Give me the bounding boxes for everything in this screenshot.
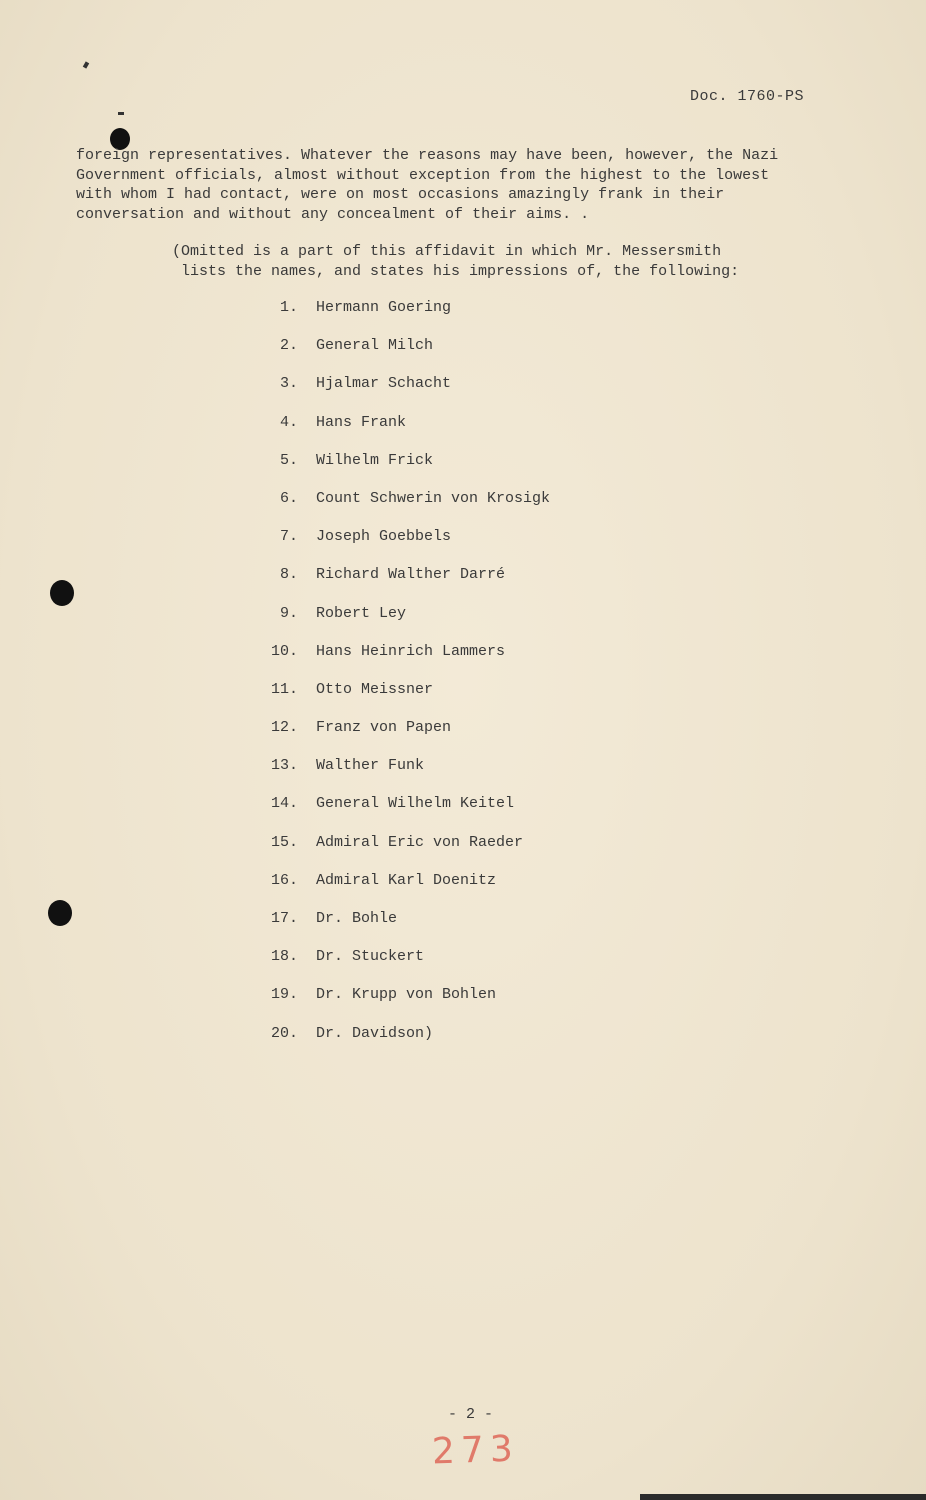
list-item-number: 17. — [270, 910, 298, 927]
page-bottom-edge — [640, 1494, 926, 1500]
list-item — [250, 374, 550, 412]
list-item — [250, 336, 550, 374]
list-item-name: Dr. Bohle — [316, 910, 398, 927]
list-item — [250, 985, 550, 1023]
list-item-number: 1. — [279, 299, 298, 316]
list-item-name: Walther Funk — [316, 757, 425, 775]
ink-speck — [83, 61, 89, 68]
list-item-name: General Wilhelm Keitel — [316, 795, 515, 813]
page-number: - 2 - — [448, 1406, 494, 1423]
list-item-number: 8. — [279, 566, 298, 584]
list-item — [250, 680, 550, 718]
paragraph-line: Government officials, almost without exception from the highest to the lowest — [76, 166, 770, 184]
omission-note — [172, 242, 739, 282]
list-item-number: 15. — [270, 833, 298, 851]
list-item — [250, 298, 550, 336]
list-item — [250, 565, 550, 603]
list-item-name: Hans Frank — [316, 413, 407, 431]
list-item-name: Admiral Eric von Raeder — [316, 833, 524, 851]
list-item-name: Wilhelm Frick — [316, 451, 434, 469]
list-item-number: 2. — [279, 337, 298, 355]
document-reference: Doc. 1760-PS — [690, 88, 805, 105]
list-item-name: Hjalmar Schacht — [316, 375, 452, 393]
handwritten-page-stamp: 273 — [431, 1428, 520, 1473]
ink-speck — [118, 112, 124, 115]
list-item — [250, 413, 550, 451]
names-list — [250, 298, 550, 1062]
paragraph-line: foreign representatives. Whatever the reasons may have been, however, the Nazi — [76, 147, 779, 164]
list-item — [250, 718, 550, 756]
punch-hole-middle — [50, 580, 74, 606]
list-item — [250, 604, 550, 642]
list-item-name: Otto Meissner — [316, 680, 434, 698]
list-item-number: 13. — [270, 757, 298, 775]
list-item-number: 18. — [270, 948, 298, 966]
list-item-name: Dr. Stuckert — [316, 948, 425, 966]
paragraph-line: conversation and without any concealment of their aims. . — [76, 205, 590, 223]
list-item-number: 3. — [279, 375, 298, 393]
list-item-number: 10. — [270, 642, 298, 660]
list-item — [250, 1024, 550, 1062]
list-item-number: 4. — [279, 413, 298, 431]
list-item-number: 5. — [279, 451, 298, 469]
list-item-name: Hermann Goering — [316, 299, 452, 316]
list-item-name: Admiral Karl Doenitz — [316, 871, 497, 889]
paragraph-line: with whom I had contact, were on most occasions amazingly frank in their — [76, 186, 725, 203]
list-item-name: Dr. Davidson) — [316, 1024, 434, 1042]
punch-hole-lower — [48, 900, 72, 926]
list-item — [250, 794, 550, 832]
list-item — [250, 871, 550, 909]
list-item-number: 7. — [279, 528, 298, 546]
list-item-number: 12. — [270, 719, 298, 737]
list-item-name: Robert Ley — [316, 604, 407, 622]
body-paragraph — [76, 146, 846, 224]
list-item — [250, 642, 550, 680]
list-item-name: General Milch — [316, 337, 434, 355]
list-item-number: 11. — [270, 680, 298, 698]
list-item-name: Hans Heinrich Lammers — [316, 642, 506, 660]
list-item — [250, 947, 550, 985]
list-item — [250, 756, 550, 794]
list-item-name: Franz von Papen — [316, 719, 452, 737]
list-item-name: Richard Walther Darré — [316, 566, 506, 584]
list-item-number: 14. — [270, 795, 298, 813]
list-item-name: Dr. Krupp von Bohlen — [316, 986, 497, 1004]
list-item-number: 19. — [270, 986, 298, 1004]
note-line: lists the names, and states his impressions of, the following: — [172, 263, 740, 280]
list-item-number: 16. — [270, 871, 298, 889]
list-item-number: 6. — [279, 489, 298, 507]
list-item — [250, 527, 550, 565]
list-item — [250, 909, 550, 947]
list-item-number: 20. — [270, 1024, 298, 1042]
list-item-name: Count Schwerin von Krosigk — [316, 489, 551, 507]
list-item — [250, 489, 550, 527]
list-item — [250, 451, 550, 489]
list-item-number: 9. — [279, 604, 298, 622]
list-item-name: Joseph Goebbels — [316, 528, 452, 546]
note-line: (Omitted is a part of this affidavit in which Mr. Messersmith — [172, 243, 722, 260]
list-item — [250, 833, 550, 871]
